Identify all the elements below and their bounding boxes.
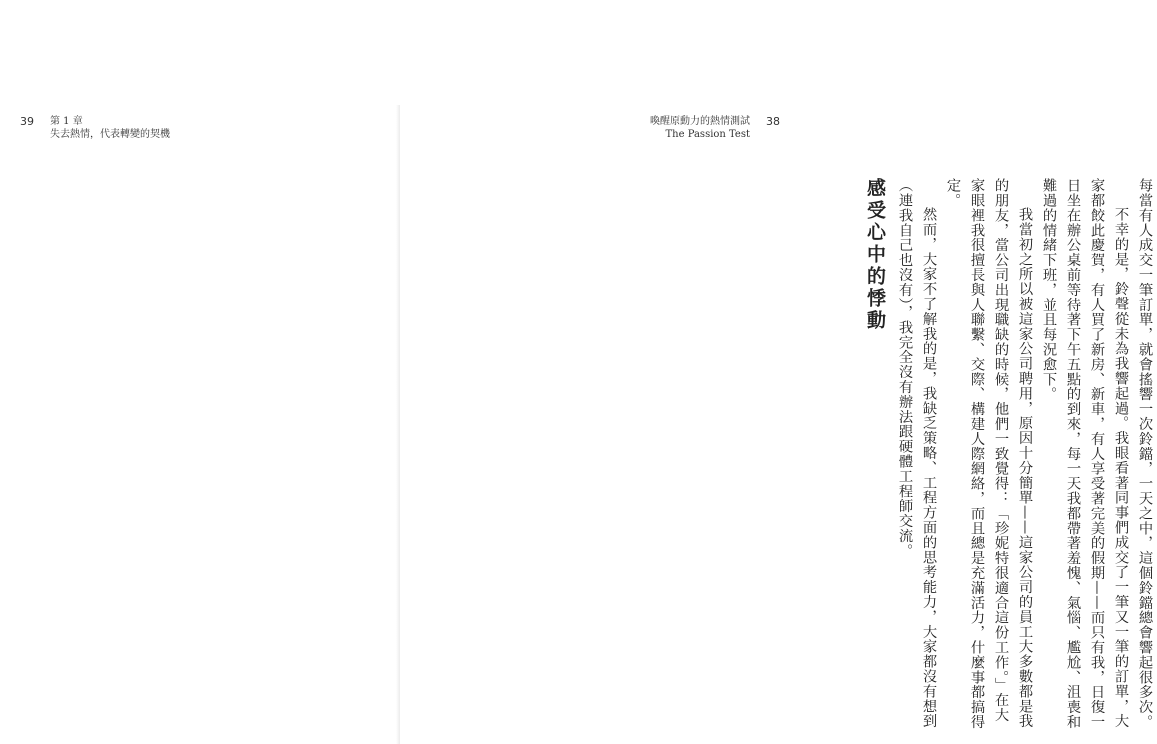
right-page-header <box>520 115 780 145</box>
right-page <box>400 0 1153 744</box>
left-page <box>0 0 400 744</box>
left-page-number: 39 <box>20 115 34 128</box>
paragraph: 不幸的是，鈴聲從未為我響起過。我眼看著同事們成交了一筆又一筆的訂單，大家都餃此慶賀，有人買了新房、新車，有人享受著完美的假期——而只有我，日復一日坐在辦公桌前等待著下午五點的到來，每一天我都帶著羞愧、氣惱、尷尬、沮喪和難過的情緒下班，並且每況愈下。 <box>1041 178 1129 730</box>
section-heading: 感受心中的悸動 <box>864 178 886 332</box>
chapter-label: 第 1 章 <box>50 116 83 127</box>
right-page-body <box>801 178 1157 733</box>
book-title-english: The Passion Test <box>665 129 750 140</box>
paragraph: 每當有人成交一筆訂單，就會搖響一次鈴鐺，一天之中，這個鈴鐺總會響起很多次。 <box>1137 178 1153 730</box>
book-title: 喚醒原動力的熱情測試 <box>650 116 750 127</box>
right-page-number: 38 <box>766 115 780 128</box>
paragraph: 我當初之所以被這家公司聘用，原因十分簡單——這家公司的員工大多數都是我的朋友，當公司出現職缺的時候，他們一致覺得：「珍妮特很適合這份工作。」在大家眼裡我很擅長與人聯繫、交際、構建人際網絡，而且總是充滿活力，什麼事都搞得定。 <box>945 178 1033 730</box>
chapter-title: 失去熱情，代表轉變的契機 <box>50 129 170 140</box>
paragraph: 然而，大家不了解我的是，我缺乏策略、工程方面的思考能力，大家都沒有想到（連我自己也沒有），我完全沒有辦法跟硬體工程師交流。 <box>897 178 937 729</box>
